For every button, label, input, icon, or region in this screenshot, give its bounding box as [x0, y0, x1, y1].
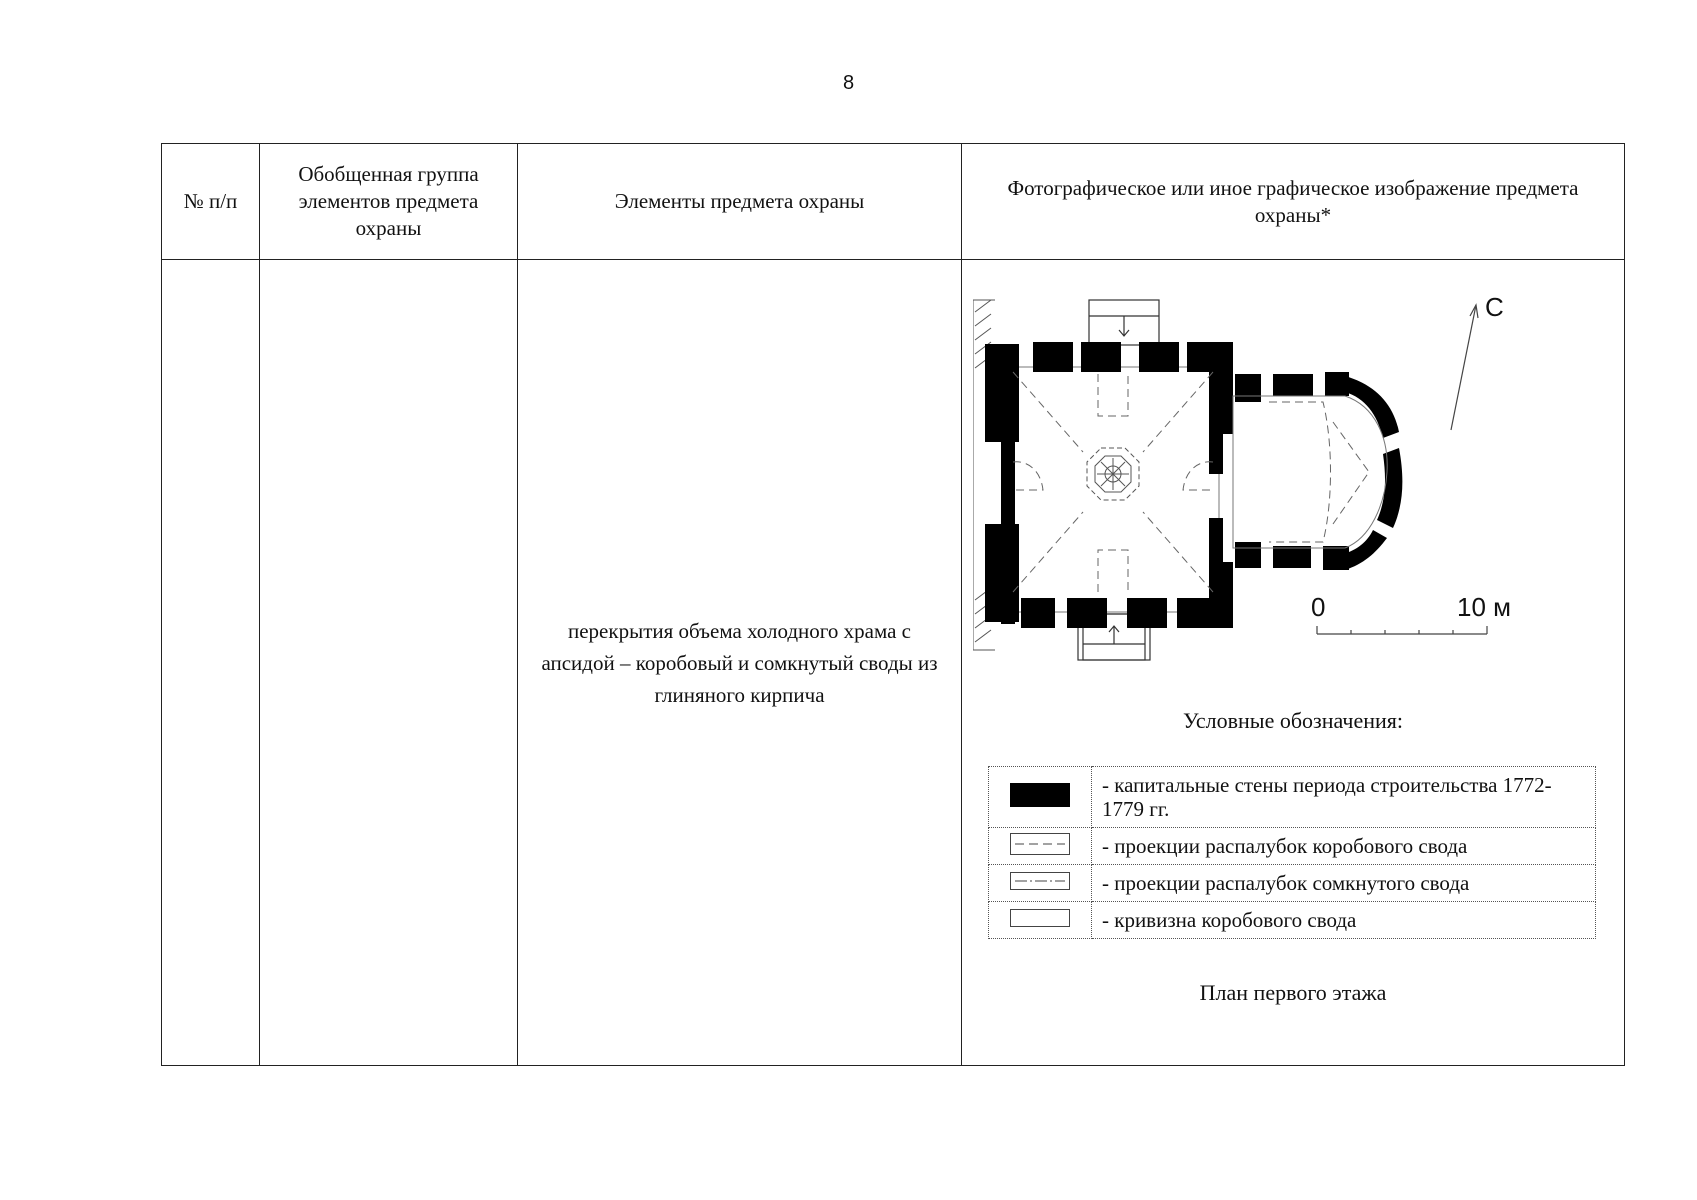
solid-wall-icon	[1010, 783, 1070, 807]
north-arrow	[1451, 305, 1478, 430]
scale-end-label: 10 м	[1457, 592, 1512, 622]
compass-label: С	[1485, 292, 1504, 322]
legend-text: - проекции распалубок сомкнутого свода	[1092, 865, 1596, 902]
thin-box-icon	[1010, 909, 1070, 927]
legend-row	[989, 767, 1596, 828]
legend-table	[988, 766, 1596, 939]
scale-start-label: 0	[1311, 592, 1326, 622]
dashed-line-icon	[1010, 833, 1070, 855]
legend-title: Условные обозначения:	[1182, 708, 1404, 733]
legend-row	[989, 902, 1596, 939]
header-elements: Элементы предмета охраны	[518, 144, 962, 260]
header-number: № п/п	[162, 144, 260, 260]
scale-bar	[1317, 626, 1487, 634]
page-number: 8	[842, 72, 855, 94]
north-porch	[1089, 300, 1159, 345]
legend-text: - капитальные стены периода строительства 1772-1779 гг.	[1092, 767, 1596, 828]
header-group: Обобщенная группа элементов предмета охраны	[260, 144, 518, 260]
cell-elements	[518, 260, 962, 1066]
elements-text: перекрытия объема холодного храма с апсидой – коробовый и сомкнутый своды из глиняного кирпича	[541, 618, 938, 707]
legend-text: - проекции распалубок коробового свода	[1092, 828, 1596, 865]
floor-plan-drawing	[973, 292, 1637, 662]
protection-table	[161, 143, 1625, 1066]
plan-caption: План первого этажа	[1199, 980, 1387, 1005]
table-row	[162, 260, 1625, 1066]
header-image: Фотографическое или иное графическое изображение предмета охраны*	[962, 144, 1625, 260]
cell-group	[260, 260, 518, 1066]
dash-dot-line-icon	[1010, 872, 1070, 890]
table-header-row	[162, 144, 1625, 260]
legend-row	[989, 828, 1596, 865]
legend-text: - кривизна коробового свода	[1092, 902, 1596, 939]
cell-number	[162, 260, 260, 1066]
cell-image	[962, 260, 1625, 1066]
legend-row	[989, 865, 1596, 902]
floor-plan	[973, 292, 1637, 662]
